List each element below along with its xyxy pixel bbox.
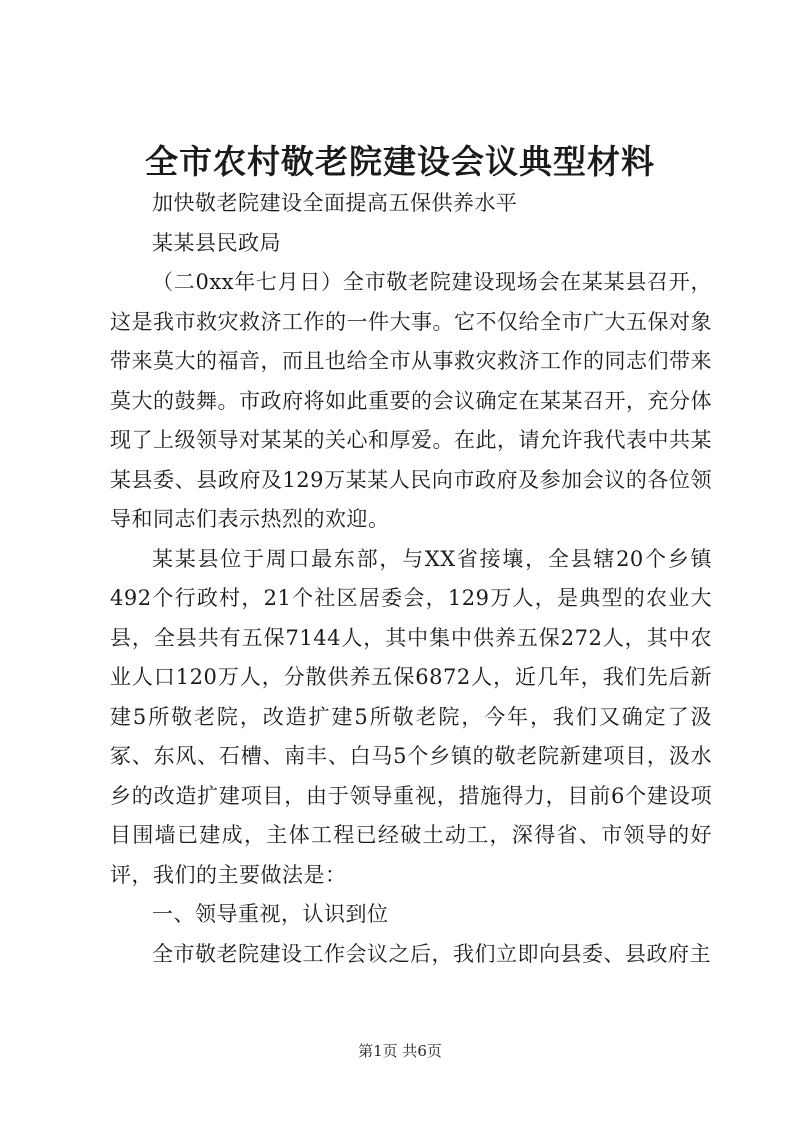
page-footer: 第1页 共6页 (358, 1042, 442, 1060)
document-title: 全市农村敬老院建设会议典型材料 (145, 142, 655, 181)
section-heading: 一、领导重视，认识到位 (152, 902, 389, 926)
subtitle-paragraph: 加快敬老院建设全面提高五保供养水平 (152, 191, 518, 215)
author-paragraph: 某某县民政局 (152, 230, 281, 255)
document-body (110, 184, 712, 974)
body-paragraph: （二0xx年七月日）全市敬老院建设现场会在某某县召开，这是我市救灾救济工作的一件大事。它不仅给全市广大五保对象带来莫大的福音，而且也给全市从事救灾救济工作的同志们带来莫大的鼓舞。市政府将如此重要的会议确定在某某召开，充分体现了上级领导对某某的关心和厚爱。在此，请允许我代表中共某某县委、县政府及129万某某人民向市政府及参加会议的各位领导和同志们表示热烈的欢迎。 (110, 270, 712, 531)
body-paragraph: 全市敬老院建设工作会议之后，我们立即向县委、县政府主 (152, 941, 711, 966)
body-paragraph: 某某县位于周口最东部，与XX省接壤，全县辖20个乡镇492个行政村，21个社区居委会，129万人，是典型的农业大县，全县共有五保7144人，其中集中供养五保272人，其中农业人口120万人，分散供养五保6872人，近几年，我们先后新建5所敬老院，改造扩建5所敬老院，今年，我们又确定了汲冢、东风、石槽、南丰、白马5个乡镇的敬老院新建项目，汲水乡的改造扩建项目，由于领导重视，措施得力，目前6个建设项目围墙已建成，主体工程已经破土动工，深得省、市领导的好评，我们的主要做法是： (110, 546, 712, 887)
